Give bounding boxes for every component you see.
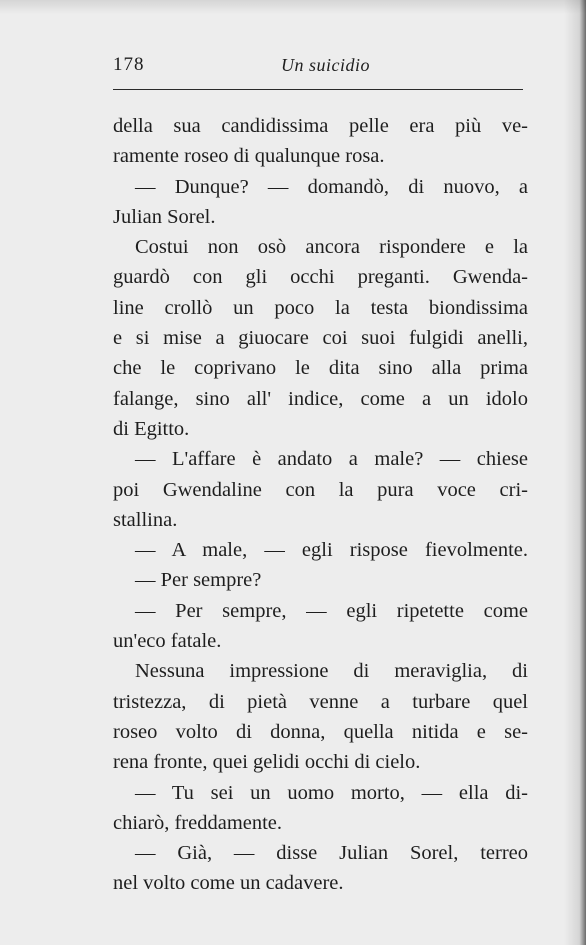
text-line: poi Gwendaline con la pura voce cri- — [113, 478, 528, 501]
page-number: 178 — [113, 54, 145, 75]
text-line: falange, sino all' indice, come a un idolo — [113, 387, 528, 410]
text-line: guardò con gli occhi preganti. Gwenda- — [113, 266, 528, 289]
text-line: Nessuna impressione di meraviglia, di — [135, 660, 528, 683]
text-line: chiarò, freddamente. — [113, 811, 283, 834]
text-line: stallina. — [113, 508, 178, 531]
page-gutter-shadow — [564, 0, 586, 945]
text-line: — Per sempre, — egli ripetette come — [135, 599, 528, 622]
text-line: line crollò un poco la testa biondissima — [113, 296, 528, 319]
text-line: che le coprivano le dita sino alla prima — [113, 357, 528, 380]
text-line: — Già, — disse Julian Sorel, terreo — [135, 842, 528, 865]
text-line: di Egitto. — [113, 417, 190, 440]
text-line: della sua candidissima pelle era più ve- — [113, 115, 528, 137]
text-line: e si mise a giuocare coi suoi fulgidi anelli, — [113, 327, 528, 350]
text-line: — A male, — egli rispose fievolmente. — [135, 539, 528, 562]
text-line: un'eco fatale. — [113, 630, 222, 653]
text-line: — L'affare è andato a male? — chiese — [135, 448, 528, 471]
page-top-shadow — [0, 0, 586, 14]
header-rule — [113, 89, 523, 90]
text-line: ramente roseo di qualunque rosa. — [113, 145, 385, 168]
text-line: nel volto come un cadavere. — [113, 872, 344, 895]
running-header — [113, 54, 523, 82]
body-text — [113, 111, 528, 899]
running-title: Un suicidio — [281, 55, 370, 75]
text-line: tristezza, di pietà venne a turbare quel — [113, 690, 528, 713]
text-line: — Tu sei un uomo morto, — ella di- — [135, 781, 528, 804]
text-line: roseo volto di donna, quella nitida e se- — [113, 720, 528, 743]
text-line: Julian Sorel. — [113, 205, 216, 228]
text-line: — Per sempre? — [135, 569, 262, 592]
text-line: Costui non osò ancora rispondere e la — [135, 236, 528, 259]
text-line: rena fronte, quei gelidi occhi di cielo. — [113, 751, 421, 774]
text-line: — Dunque? — domandò, di nuovo, a — [135, 175, 528, 198]
